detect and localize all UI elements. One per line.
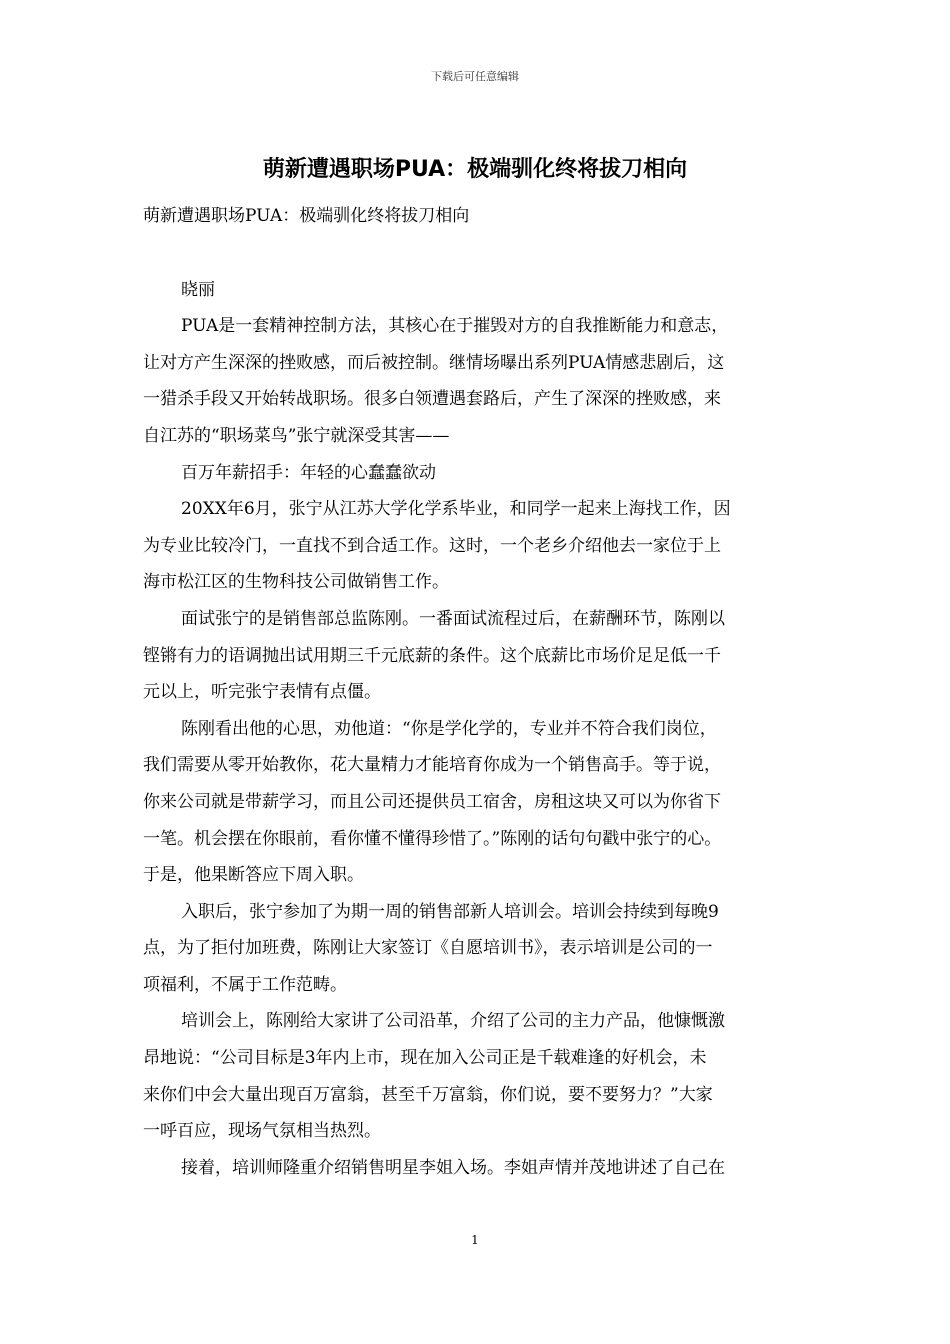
paragraph-line: 铿锵有力的语调抛出试用期三千元底薪的条件。这个底薪比市场价足足低一千 [143, 645, 721, 666]
author-line: 晓丽 [181, 279, 215, 300]
paragraph-line: 一笔。机会摆在你眼前，看你懂不懂得珍惜了。”陈刚的话句句戳中张宁的心。 [143, 828, 722, 849]
paragraph-line: 你来公司就是带薪学习，而且公司还提供员工宿舍，房租这块又可以为你省下 [143, 791, 721, 812]
paragraph-line: 项福利，不属于工作范畴。 [143, 974, 347, 995]
paragraph-line: 培训会上，陈刚给大家讲了公司沿革，介绍了公司的主力产品，他慷慨激 [181, 1011, 725, 1032]
document-title: 萌新遭遇职场PUA：极端驯化终将拔刀相向 [262, 157, 688, 182]
paragraph-line: PUA是一套精神控制方法，其核心在于摧毁对方的自我推断能力和意志， [181, 316, 729, 337]
subtitle-line: 萌新遭遇职场PUA：极端驯化终将拔刀相向 [143, 206, 470, 226]
paragraph-line: 自江苏的“职场菜鸟”张宁就深受其害—— [143, 425, 450, 446]
header-note: 下载后可任意编辑 [431, 70, 519, 83]
document-body [143, 198, 815, 1186]
paragraph-line: 一呼百应，现场气氛相当热烈。 [143, 1121, 381, 1142]
paragraph-line: 点，为了拒付加班费，陈刚让大家签订《自愿培训书》，表示培训是公司的一 [143, 938, 713, 959]
paragraph-line: 一猎杀手段又开始转战职场。很多白领遭遇套路后，产生了深深的挫败感，来 [143, 389, 721, 410]
paragraph-line: 让对方产生深深的挫败感，而后被控制。继情场曝出系列PUA情感悲剧后，这 [143, 352, 725, 373]
paragraph-line: 海市松江区的生物科技公司做销售工作。 [143, 572, 449, 593]
paragraph-line: 陈刚看出他的心思，劝他道：“你是学化学的，专业并不符合我们岗位， [181, 718, 717, 739]
section-heading-line: 百万年薪招手：年轻的心蠢蠢欲动 [181, 462, 436, 483]
blank-line [143, 235, 815, 272]
paragraph-line: 为专业比较冷门，一直找不到合适工作。这时，一个老乡介绍他去一家位于上 [143, 535, 721, 556]
paragraph-line: 接着，培训师隆重介绍销售明星李姐入场。李姐声情并茂地讲述了自己在 [181, 1157, 725, 1178]
paragraph-line: 于是，他果断答应下周入职。 [143, 865, 364, 886]
paragraph-line: 入职后，张宁参加了为期一周的销售部新人培训会。培训会持续到每晚9 [181, 901, 719, 922]
paragraph-line: 来你们中会大量出现百万富翁，甚至千万富翁，你们说，要不要努力？”大家 [143, 1084, 713, 1105]
page-number: 1 [471, 1233, 479, 1247]
paragraph-line: 昂地说：“公司目标是3年内上市，现在加入公司正是千载难逢的好机会，未 [143, 1048, 707, 1069]
paragraph-line: 元以上，听完张宁表情有点僵。 [143, 682, 381, 703]
paragraph-line: 20XX年6月，张宁从江苏大学化学系毕业，和同学一起来上海找工作，因 [181, 499, 731, 520]
paragraph-line: 我们需要从零开始教你，花大量精力才能培育你成为一个销售高手。等于说， [143, 755, 721, 776]
paragraph-line: 面试张宁的是销售部总监陈刚。一番面试流程过后，在薪酬环节，陈刚以 [181, 608, 725, 629]
